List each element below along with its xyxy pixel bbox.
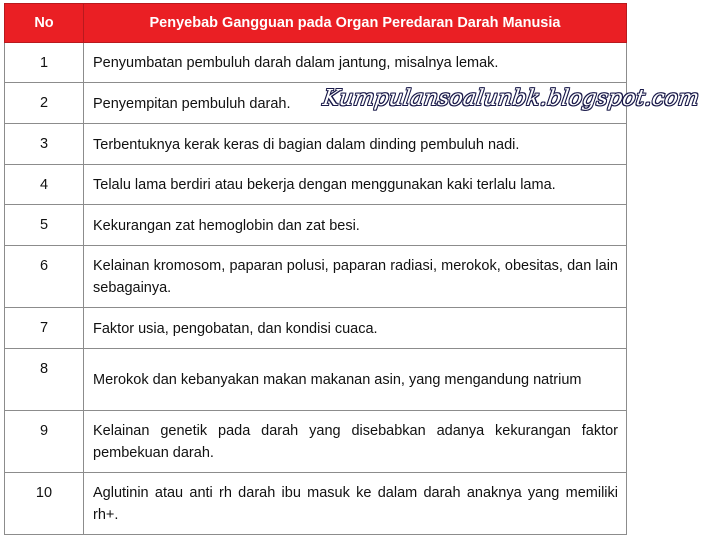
table-row [5,308,627,349]
table-row [5,124,627,165]
header-no: No [5,4,84,43]
causes-table [4,3,627,535]
row-number: 10 [5,473,84,535]
table-row [5,43,627,83]
table-row [5,349,627,411]
row-number: 9 [5,411,84,473]
table-row [5,246,627,308]
row-number: 2 [5,83,84,124]
table-row [5,473,627,535]
row-cause: Merokok dan kebanyakan makan makanan asin, yang mengandung natrium [84,349,627,411]
row-cause: Faktor usia, pengobatan, dan kondisi cuaca. [84,308,627,349]
row-cause: Telalu lama berdiri atau bekerja dengan menggunakan kaki terlalu lama. [84,165,627,205]
blog-watermark: Kumpulansoalunbk.blogspot.com [321,86,701,111]
table-header [5,4,627,43]
table-row [5,165,627,205]
table-container [4,3,627,535]
row-cause: Aglutinin atau anti rh darah ibu masuk ke dalam darah anaknya yang memiliki rh+. [84,473,627,535]
row-cause: Penyumbatan pembuluh darah dalam jantung, misalnya lemak. [84,43,627,83]
row-cause: Terbentuknya kerak keras di bagian dalam dinding pembuluh nadi. [84,124,627,165]
row-cause: Kekurangan zat hemoglobin dan zat besi. [84,205,627,246]
table-body [5,43,627,535]
row-number: 3 [5,124,84,165]
row-number: 5 [5,205,84,246]
table-row [5,411,627,473]
row-cause: Kelainan kromosom, paparan polusi, paparan radiasi, merokok, obesitas, dan lain sebagainya. [84,246,627,308]
row-cause: Kelainan genetik pada darah yang disebabkan adanya kekurangan faktor pembekuan darah. [84,411,627,473]
table-row [5,205,627,246]
header-row [5,4,627,43]
header-cause: Penyebab Gangguan pada Organ Peredaran Darah Manusia [84,4,627,43]
row-number: 4 [5,165,84,205]
row-cause: Penyempitan pembuluh darah. [84,83,627,124]
row-number: 6 [5,246,84,308]
row-number: 7 [5,308,84,349]
row-number: 8 [5,349,84,411]
row-number: 1 [5,43,84,83]
